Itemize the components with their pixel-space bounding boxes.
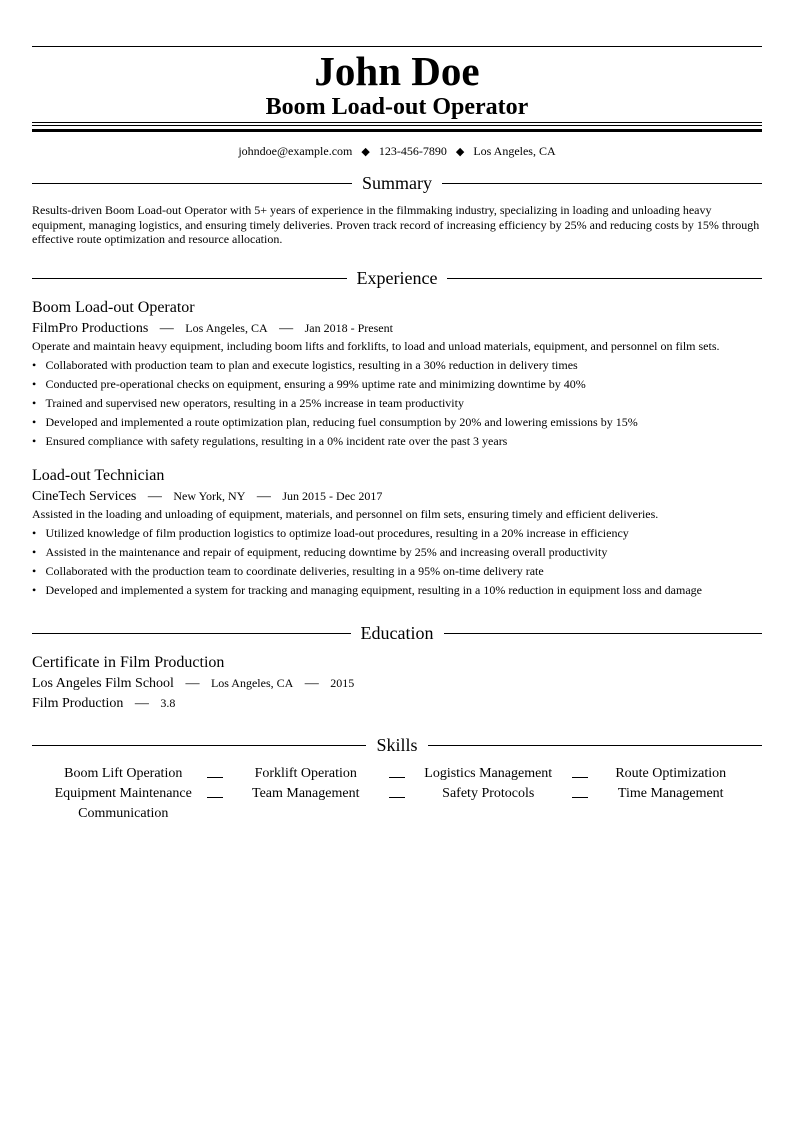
- field-of-study: Film Production: [32, 696, 124, 711]
- bullet-icon: •: [32, 545, 37, 559]
- bullet-text: Collaborated with the production team to coordinate deliveries, resulting in a 95% on-time delivery rate: [45, 564, 544, 578]
- list-item: [32, 583, 762, 598]
- job-dates: Jun 2015 - Dec 2017: [282, 489, 383, 503]
- education-heading: [32, 622, 762, 644]
- dash-separator: —: [147, 489, 162, 504]
- contact-location: Los Angeles, CA: [473, 144, 556, 158]
- job-meta: [32, 319, 762, 337]
- bullet-icon: •: [32, 377, 37, 391]
- heading-rule-right: [428, 745, 762, 746]
- header-rule-thick: [32, 129, 762, 132]
- list-item: [32, 396, 762, 411]
- job-description: Operate and maintain heavy equipment, including boom lifts and forklifts, to load and unload materials, equipment, and personnel on film sets.: [32, 339, 720, 353]
- bullet-text: Conducted pre-operational checks on equipment, ensuring a 99% uptime rate and minimizing downtime by 40%: [45, 377, 586, 391]
- skill-item: Team Management: [215, 785, 398, 803]
- experience-heading: [32, 267, 762, 289]
- bullet-text: Trained and supervised new operators, resulting in a 25% increase in team productivity: [45, 396, 464, 410]
- job-entry: [32, 298, 762, 453]
- candidate-title: Boom Load-out Operator: [265, 94, 529, 120]
- bullet-icon: •: [32, 583, 37, 597]
- gpa-value: 3.8: [160, 696, 176, 710]
- summary-text: Results-driven Boom Load-out Operator with 5+ years of experience in the filmmaking industry, specializing in loading and unloading heavy equipment, managing logistics, and ensuring timely deliveries. Proven track record of increasing efficiency by 25% and reducing costs by 15% through effective route optimization and resource allocation.: [32, 203, 760, 246]
- list-item: [32, 564, 762, 579]
- bullet-text: Utilized knowledge of film production logistics to optimize load-out procedures, resulting in a 20% increase in efficiency: [45, 526, 629, 540]
- bullet-text: Ensured compliance with safety regulations, resulting in a 0% incident rate over the past 3 years: [45, 434, 508, 448]
- summary-heading: [32, 172, 762, 194]
- job-meta: [32, 487, 762, 505]
- contact-phone[interactable]: 123-456-7890: [378, 144, 447, 158]
- section-title: Education: [360, 623, 434, 643]
- bullet-icon: •: [32, 526, 37, 540]
- job-company: FilmPro Productions: [32, 321, 149, 336]
- bullet-text: Collaborated with production team to plan and execute logistics, resulting in a 30% reduction in delivery times: [45, 358, 578, 372]
- field-meta: [32, 694, 762, 712]
- job-location: New York, NY: [173, 489, 246, 503]
- job-location: Los Angeles, CA: [185, 321, 268, 335]
- contact-line: [32, 143, 762, 160]
- education-entry: [32, 653, 762, 714]
- skills-row: [32, 784, 762, 804]
- candidate-name: John Doe: [314, 48, 480, 94]
- skill-item: Route Optimization: [615, 766, 727, 781]
- job-title: Boom Load-out Operator: [32, 299, 195, 316]
- dash-separator: —: [134, 696, 149, 711]
- list-item: [32, 526, 762, 541]
- job-dates: Jan 2018 - Present: [304, 321, 393, 335]
- skill-item: Logistics Management: [397, 765, 580, 783]
- bullet-icon: •: [32, 434, 37, 448]
- contact-email[interactable]: johndoe@example.com: [238, 144, 353, 158]
- diamond-separator-icon: ◆: [455, 146, 465, 158]
- skill-item: Forklift Operation: [215, 765, 398, 783]
- list-item: [32, 415, 762, 430]
- heading-rule-right: [442, 183, 762, 184]
- section-title: Experience: [356, 268, 438, 288]
- skill-item: Equipment Maintenance: [32, 785, 215, 803]
- job-company: CineTech Services: [32, 489, 137, 504]
- bullet-text: Assisted in the maintenance and repair of equipment, reducing downtime by 25% and increasing overall productivity: [45, 545, 608, 559]
- bullet-icon: •: [32, 415, 37, 429]
- bullet-icon: •: [32, 564, 37, 578]
- skill-item: Time Management: [617, 786, 724, 801]
- heading-rule-left: [32, 633, 351, 634]
- list-item: [32, 377, 762, 392]
- bullet-text: Developed and implemented a system for tracking and managing equipment, resulting in a 10% reduction in equipment loss and damage: [45, 583, 702, 597]
- skill-item: Safety Protocols: [397, 785, 580, 803]
- list-item: [32, 545, 762, 560]
- heading-rule-left: [32, 745, 366, 746]
- job-bullets: [32, 358, 762, 449]
- skill-item: Communication: [78, 806, 169, 821]
- section-title: Skills: [376, 735, 418, 755]
- skill-item: Boom Lift Operation: [32, 765, 215, 783]
- list-item: [32, 358, 762, 373]
- dash-separator: —: [159, 321, 174, 336]
- dash-separator: —: [185, 676, 200, 691]
- job-entry: [32, 466, 762, 602]
- job-description: Assisted in the loading and unloading of equipment, materials, and personnel on film sets, ensuring timely and efficient deliveries.: [32, 507, 659, 521]
- dash-separator: —: [256, 489, 271, 504]
- school-meta: [32, 674, 762, 692]
- bullet-icon: •: [32, 396, 37, 410]
- heading-rule-right: [447, 278, 762, 279]
- bullet-icon: •: [32, 358, 37, 372]
- school-location: Los Angeles, CA: [210, 676, 294, 690]
- dash-separator: —: [279, 321, 294, 336]
- school-name: Los Angeles Film School: [32, 676, 174, 691]
- heading-rule-right: [444, 633, 763, 634]
- diamond-separator-icon: ◆: [361, 146, 370, 158]
- skills-grid: [32, 764, 762, 824]
- job-title: Load-out Technician: [32, 467, 165, 484]
- job-bullets: [32, 526, 762, 598]
- section-title: Summary: [362, 173, 432, 193]
- heading-rule-left: [32, 183, 352, 184]
- skills-row: [32, 804, 762, 824]
- skills-heading: [32, 734, 762, 756]
- list-item: [32, 434, 762, 449]
- header-rule-thin-2: [32, 125, 762, 126]
- header-rule-thin-1: [32, 122, 762, 123]
- dash-separator: —: [304, 676, 319, 691]
- degree-title: Certificate in Film Production: [32, 654, 225, 671]
- skills-row: [32, 764, 762, 784]
- heading-rule-left: [32, 278, 347, 279]
- bullet-text: Developed and implemented a route optimization plan, reducing fuel consumption by 20% and lowering emissions by 15%: [45, 415, 638, 429]
- graduation-year: 2015: [330, 676, 355, 690]
